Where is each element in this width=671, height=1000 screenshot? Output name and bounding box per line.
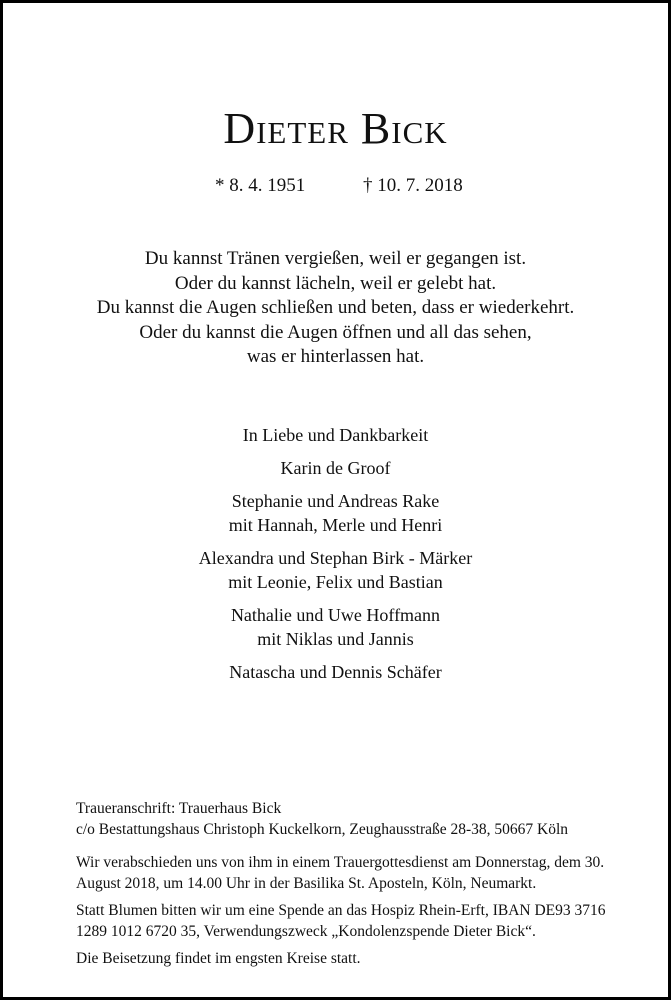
mourner-group <box>3 603 668 651</box>
birth-date: * 8. 4. 1951 <box>215 175 306 196</box>
address-line: Traueranschrift: Trauerhaus Bick <box>76 800 282 817</box>
poem <box>3 247 668 370</box>
mourner-group <box>3 489 668 537</box>
mourner-children: mit Hannah, Merle und Henri <box>228 515 443 535</box>
mourning-address <box>76 799 606 840</box>
mourners-list <box>3 423 668 693</box>
mourner-group <box>3 456 668 480</box>
poem-line: Oder du kannst lächeln, weil er gelebt hat. <box>174 272 497 294</box>
dedication-line: In Liebe und Dankbarkeit <box>242 425 429 445</box>
poem-line: Du kannst die Augen schließen und beten, dass er wiederkehrt. <box>96 297 575 318</box>
mourner-name: Nathalie und Uwe Hoffmann <box>230 605 441 625</box>
mourner-group <box>3 660 668 684</box>
mourner-group <box>3 423 668 447</box>
donation-notice: Statt Blumen bitten wir um eine Spende an das Hospiz Rhein-Erft, IBAN DE93 3716 1289 1012 6720 35, Verwendungszweck „Kondolenzspende Dieter Bick“. <box>76 902 606 940</box>
poem-line: Oder du kannst die Augen öffnen und all das sehen, <box>139 321 532 343</box>
address-line: c/o Bestattungshaus Christoph Kuckelkorn, Zeughausstraße 28-38, 50667 Köln <box>76 820 569 838</box>
death-date: † 10. 7. 2018 <box>363 175 463 196</box>
poem-line: Du kannst Tränen vergießen, weil er gegangen ist. <box>144 248 527 269</box>
mourner-children: mit Leonie, Felix und Bastian <box>228 572 443 592</box>
poem-line: was er hinterlassen hat. <box>246 346 425 367</box>
footer-notes <box>76 799 606 977</box>
mourner-name: Karin de Groof <box>280 458 391 478</box>
mourner-name: Alexandra und Stephan Birk - Märker <box>198 548 473 568</box>
service-notice: Wir verabschieden uns von ihm in einem Trauergottesdienst am Donnerstag, dem 30. August 2018, um 14.00 Uhr in der Basilika St. Aposteln, Köln, Neumarkt. <box>76 854 605 892</box>
deceased-name: Dieter Bick <box>223 104 448 153</box>
mourner-children: mit Niklas und Jannis <box>257 629 414 649</box>
mourner-name: Natascha und Dennis Schäfer <box>229 662 442 682</box>
mourner-group <box>3 546 668 594</box>
burial-notice: Die Beisetzung findet im engsten Kreise statt. <box>76 950 361 967</box>
mourner-name: Stephanie und Andreas Rake <box>231 491 440 511</box>
